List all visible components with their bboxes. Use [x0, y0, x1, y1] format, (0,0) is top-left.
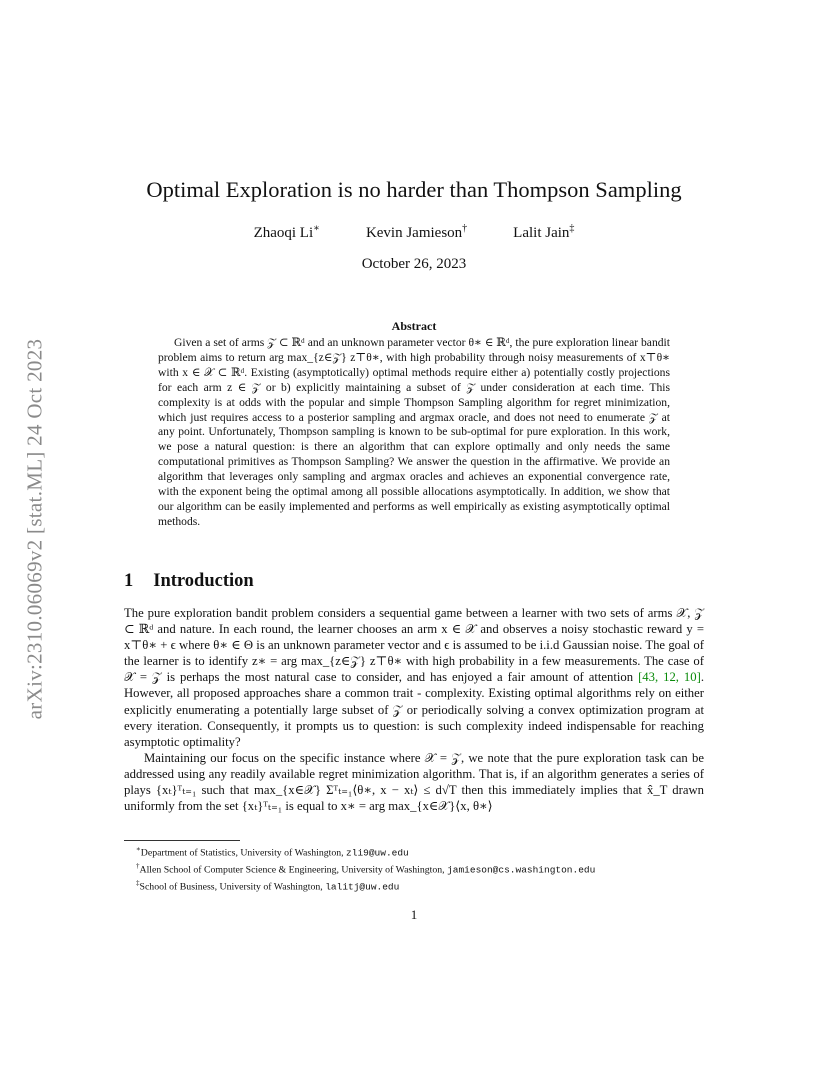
- section-title: Introduction: [153, 571, 254, 591]
- paragraph-text: The pure exploration bandit problem considers a sequential game between a learner with two sets of arms 𝒳, 𝒵 ⊂ ℝᵈ and nature. In each round, the learner chooses an arm x ∈ 𝒳 and observes a noisy stochastic reward y = x⊤θ∗ + ϵ where θ∗ ∈ Θ is an unknown parameter vector and ϵ is assumed to be i.i.d Gaussian noise. The goal of the learner is to identify z∗ = arg max_{z∈𝒵} z⊤θ∗ with high probability in a few measurements. The case of 𝒳 = 𝒵 is perhaps the most natural case to consider, and has enjoyed a fair amount of attention: [124, 606, 704, 685]
- footnote-mark: ∗: [136, 845, 141, 853]
- section-number: 1: [124, 571, 134, 591]
- footnote-text: School of Business, University of Washington,: [139, 880, 326, 892]
- footnote-email[interactable]: jamieson@cs.washington.edu: [447, 864, 596, 876]
- abstract-heading: Abstract: [391, 319, 437, 333]
- paragraph: [124, 605, 704, 750]
- paragraph: Maintaining our focus on the specific instance where 𝒳 = 𝒵, we note that the pure exploration task can be addressed using any readily available regret minimization algorithm. That is, if an algorithm generates a series of plays {xₜ}ᵀₜ₌₁ such that max_{x∈𝒳} Σᵀₜ₌₁⟨θ∗, x − xₜ⟩ ≤ d√T then this immediately implies that x̂_T drawn uniformly from the set {xₜ}ᵀₜ₌₁ is equal to x∗ = arg max_{x∈𝒳}⟨x, θ∗⟩: [124, 750, 704, 814]
- footnote: [136, 860, 716, 877]
- author-name: Kevin Jamieson: [365, 225, 463, 241]
- citation-link[interactable]: [43, 12, 10]: [638, 670, 701, 685]
- footnote-text: Department of Statistics, University of Washington,: [140, 847, 347, 859]
- footnote-divider: [124, 840, 240, 841]
- footnote: [136, 843, 716, 860]
- paper-date: October 26, 2023: [361, 256, 467, 272]
- author-list: [80, 223, 748, 242]
- footnotes: [136, 843, 716, 893]
- footnote: [136, 877, 716, 894]
- author: [366, 223, 467, 242]
- page-number: 1: [410, 907, 418, 922]
- footnote-email[interactable]: lalitj@uw.edu: [325, 880, 400, 892]
- paragraph-text: . However, all proposed approaches share a common trait - complexity. Existing optimal algorithms rely on either explicitly enumerating a potentially large subset of 𝒵 or periodically solving a convex optimization program at every iteration. Consequently, it prompts us to question: is such complexity indeed indispensable for reaching asymptotic optimality?: [124, 670, 704, 749]
- author-name: Zhaoqi Li: [253, 225, 314, 241]
- author-mark: ‡: [569, 223, 575, 234]
- author-mark: †: [462, 223, 468, 234]
- author-name: Lalit Jain: [513, 225, 570, 241]
- author-mark: ∗: [313, 223, 320, 234]
- arxiv-id: arXiv:2310.06069v2 [stat.ML] 24 Oct 2023: [22, 338, 47, 720]
- footnote-mark: †: [136, 861, 140, 870]
- arxiv-sidebar-stamp: [22, 285, 48, 773]
- section-heading: [124, 571, 254, 592]
- author: [513, 223, 574, 242]
- section-body: [124, 605, 704, 814]
- footnote-text: Allen School of Computer Science & Engineering, University of Washington,: [139, 864, 448, 876]
- paper-title: Optimal Exploration is no harder than Thompson Sampling: [146, 177, 682, 202]
- abstract-text: Given a set of arms 𝒵 ⊂ ℝᵈ and an unknown parameter vector θ∗ ∈ ℝᵈ, the pure exploration linear bandit problem aims to return arg max_{z∈𝒵} z⊤θ∗, with high probability through noisy measurements of x⊤θ∗ with x ∈ 𝒳 ⊂ ℝᵈ. Existing (asymptotically) optimal methods require either a) potentially costly projections for each arm z ∈ 𝒵 or b) explicitly maintaining a subset of 𝒵 under consideration at each time. This complexity is at odds with the popular and simple Thompson Sampling algorithm for regret minimization, which just requires access to a posterior sampling and argmax oracle, and does not need to enumerate 𝒵 at any point. Unfortunately, Thompson sampling is known to be sub-optimal for pure exploration. In this work, we pose a natural question: is there an algorithm that can explore optimally and only needs the same computational primitives as Thompson Sampling? We answer the question in the affirmative. We provide an algorithm that leverages only sampling and argmax oracles and achieves an exponential convergence rate, with the exponent being the optimal among all possible allocations asymptotically. In addition, we show that our algorithm can be easily implemented and performs as well empirically as existing asymptotically optimal methods.: [158, 336, 670, 528]
- author: [254, 223, 320, 242]
- footnote-email[interactable]: zli9@uw.edu: [346, 847, 409, 859]
- footnote-mark: ‡: [136, 878, 140, 887]
